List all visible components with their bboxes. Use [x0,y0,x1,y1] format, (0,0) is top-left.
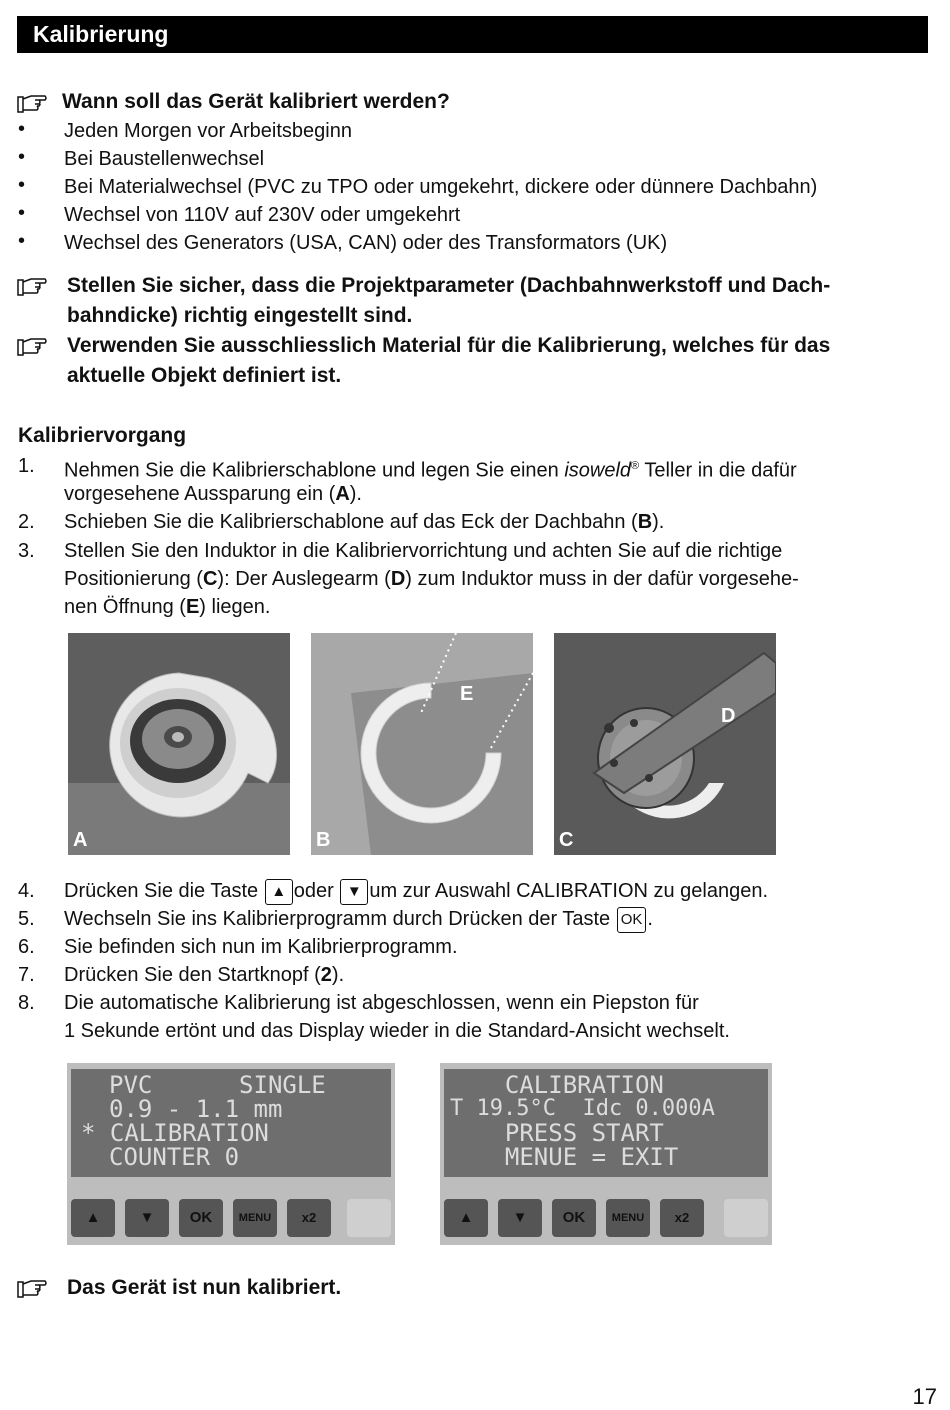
figure-ref: E [185,596,200,618]
step-2 [64,508,664,536]
figure-ref: D [390,568,406,590]
display-line: * CALIBRATION [81,1119,269,1147]
pointing-hand-icon [17,276,47,298]
step-text: nen Öffnung ( [64,596,186,618]
display-line: PRESS START [476,1119,664,1147]
step-text: Teller in die dafür [639,459,797,482]
figure-ref: C [202,568,218,590]
list-item: Wechsel von 110V auf 230V oder umgekehrt [64,204,461,226]
list-item: Wechsel des Generators (USA, CAN) oder des Transformators (UK) [64,232,668,254]
figure-ref: A [335,483,350,505]
bullet: • [18,118,26,140]
up-button[interactable]: ▲ [71,1199,115,1237]
step-number: 7. [18,964,35,986]
up-button[interactable]: ▲ [444,1199,488,1237]
control-panel-2 [440,1063,772,1245]
step-text: ): Der Auslegearm ( [217,568,391,590]
photo-label: E [460,683,474,705]
x2-button[interactable]: x2 [287,1199,331,1237]
step-8-line-1: Die automatische Kalibrierung ist abgeschlossen, wenn ein Piepston für [64,992,699,1014]
note-line: aktuelle Objekt definiert ist. [67,364,342,387]
step-text: ) zum Induktor muss in der dafür vorgesehe- [405,568,799,590]
up-key-icon: ▲ [265,879,293,905]
step-8-line-2: 1 Sekunde ertönt und das Display wieder in die Standard-Ansicht wechselt. [64,1020,730,1042]
section-header [17,16,928,53]
step-1-line-2 [64,480,362,508]
menu-button[interactable]: MENU [233,1199,277,1237]
display-line: CALIBRATION [476,1071,664,1099]
figure-ref: 2 [320,964,332,986]
note-project-parameters [67,271,830,331]
display-line: COUNTER 0 [109,1143,240,1171]
step-5 [64,905,653,933]
bullet: • [18,202,26,224]
page-number: 17 [912,1384,937,1409]
step-number: 5. [18,908,35,930]
step-text: Schieben Sie die Kalibrierschablone auf das Eck der Dachbahn ( [64,511,638,533]
step-text: oder [293,880,334,902]
note-line: Stellen Sie sicher, dass die Projektparameter (Dachbahnwerkstoff und Dach- [67,274,831,297]
brand-name: isoweld [564,459,632,482]
down-key-icon: ▼ [340,879,368,905]
when-question: Wann soll das Gerät kalibriert werden? [62,90,450,113]
step-text: Drücken Sie den Startknopf ( [64,964,321,986]
step-text: ) liegen. [199,596,271,618]
figure-ref: B [637,511,653,533]
photo-label: C [559,829,574,851]
step-number: 8. [18,992,35,1014]
pointing-hand-icon [17,336,47,358]
list-item: Bei Baustellenwechsel [64,148,265,170]
step-text: ). [349,483,362,505]
photo-label: A [73,829,88,851]
procedure-heading: Kalibriervorgang [18,424,187,447]
photo-label: D [721,705,736,727]
step-text: Wechseln Sie ins Kalibrierprogramm durch Drücken der Taste [64,908,611,930]
step-text: ). [652,511,665,533]
bullet: • [18,146,26,168]
bullet: • [18,230,26,252]
step-3-line-3 [64,593,270,621]
step-text: um zur Auswahl CALIBRATION zu gelangen. [369,880,769,902]
section-title: Kalibrierung [33,21,169,47]
pointing-hand-icon [17,1278,47,1300]
note-line: Verwenden Sie ausschliesslich Material für die Kalibrierung, welches für das [67,334,831,357]
step-7 [64,961,344,989]
lcd-display [444,1069,768,1177]
step-text: Nehmen Sie die Kalibrierschablone und legen Sie einen [64,459,565,482]
photo-c [554,633,776,855]
step-number: 2. [18,511,35,533]
display-line: PVC SINGLE [109,1071,326,1099]
step-text: ). [331,964,345,986]
ok-button[interactable]: OK [179,1199,223,1237]
step-6: Sie befinden sich nun im Kalibrierprogramm. [64,936,458,958]
list-item: Jeden Morgen vor Arbeitsbeginn [64,120,352,142]
control-panel-1 [67,1063,395,1245]
pointing-hand-icon [17,93,47,115]
ok-key-icon: OK [617,907,647,933]
step-text: . [647,908,653,930]
template-on-membrane-illustration [311,633,533,855]
step-3-line-2 [64,565,799,593]
step-number: 4. [18,880,35,902]
step-number: 3. [18,540,35,562]
photo-b [311,633,533,855]
inductor-in-template-illustration [554,633,776,855]
menu-button[interactable]: MENU [606,1199,650,1237]
step-3-line-1: Stellen Sie den Induktor in die Kalibriervorrichtung und achten Sie auf die richtige [64,540,783,562]
step-text: Drücken Sie die Taste [64,880,259,902]
note-line: bahndicke) richtig eingestellt sind. [67,304,413,327]
down-button[interactable]: ▼ [125,1199,169,1237]
x2-button[interactable]: x2 [660,1199,704,1237]
template-with-plate-illustration [68,633,290,855]
indicator-light-icon [347,1199,391,1237]
ok-button[interactable]: OK [552,1199,596,1237]
list-item: Bei Materialwechsel (PVC zu TPO oder umgekehrt, dickere oder dünnere Dachbahn) [64,176,818,198]
bullet: • [18,174,26,196]
step-text: vorgesehene Aussparung ein ( [64,483,336,505]
registered-mark: ® [631,460,640,472]
photo-a [68,633,290,855]
lcd-display [71,1069,391,1177]
step-4 [64,877,768,905]
final-note: Das Gerät ist nun kalibriert. [67,1276,342,1299]
photo-label: B [316,829,331,851]
step-text: Positionierung ( [64,568,203,590]
indicator-light-icon [724,1199,768,1237]
display-line: 0.9 - 1.1 mm [109,1095,283,1123]
display-line: T 19.5°C Idc 0.000A [450,1096,715,1121]
step-number: 6. [18,936,35,958]
down-button[interactable]: ▼ [498,1199,542,1237]
display-line: MENUE = EXIT [476,1143,679,1171]
step-number: 1. [18,455,35,477]
note-material [67,331,830,391]
